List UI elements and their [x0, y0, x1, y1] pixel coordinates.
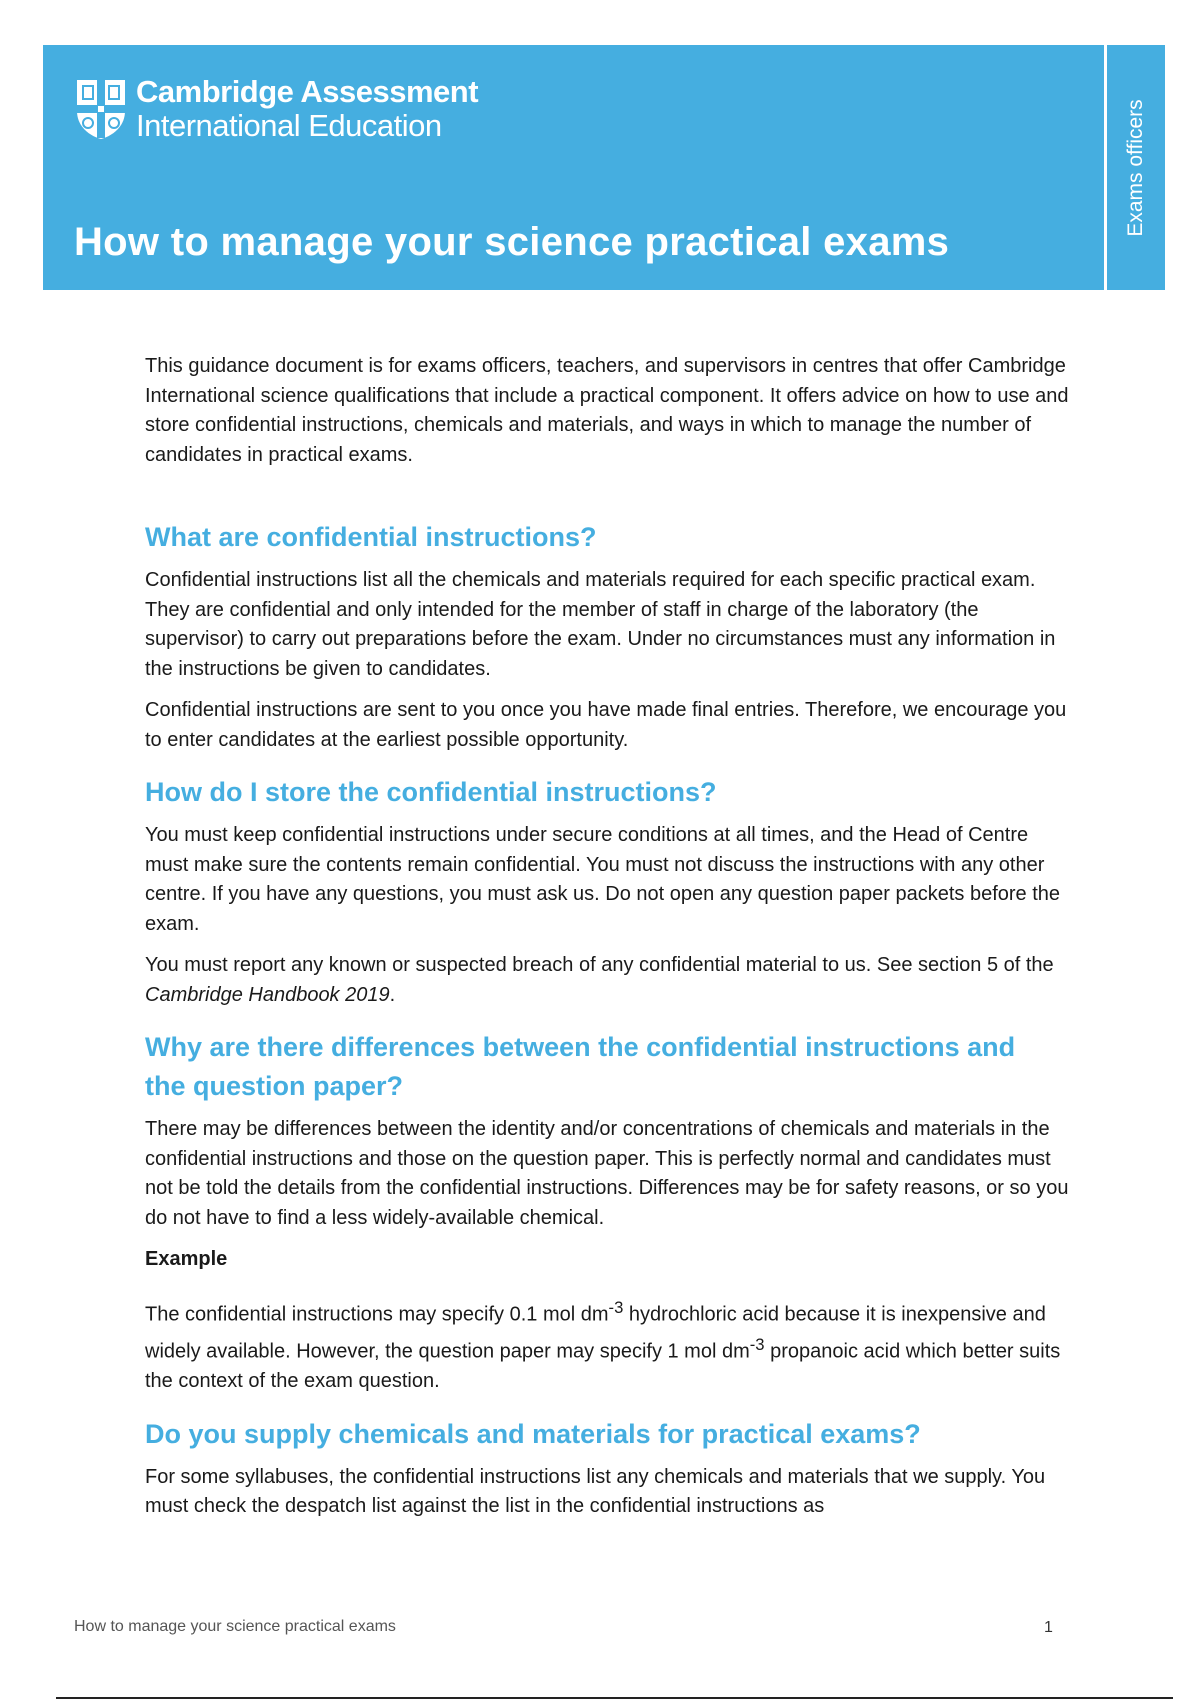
- intro-paragraph: This guidance document is for exams officers, teachers, and supervisors in centres that offer Cambridge International science qualifications that include a practical component. It offers advice on how to use and store confidential instructions, chemicals and materials, and ways in which to manage the number of candidates in practical exams.: [145, 355, 1069, 466]
- section-3-paragraph-1: There may be differences between the identity and/or concentrations of chemicals and materials in the confidential instructions and those on the question paper. This is perfectly normal and candidates must not be told the details from the confidential instructions. Differences may be for safety reasons, or so you do not have to find a less widely-available chemical.: [145, 1118, 1069, 1229]
- bottom-rule: [56, 1697, 1173, 1699]
- example-label: Example: [145, 1248, 228, 1270]
- section-4-paragraph-1: For some syllabuses, the confidential instructions list any chemicals and materials that we supply. You must check the despatch list against the list in the confidential instructions as: [145, 1465, 1046, 1518]
- breach-period: .: [389, 983, 396, 1006]
- example-superscript-2: -3: [749, 1335, 765, 1355]
- example-text-3: propanoic acid which better suits the context of the exam question.: [145, 1340, 1061, 1393]
- footer-title: How to manage your science practical exams: [74, 1618, 396, 1635]
- section-3-heading: Why are there differences between the confidential instructions and the question paper?: [145, 1032, 1016, 1101]
- section-1-paragraph-1: Confidential instructions list all the chemicals and materials required for each specific practical exam. They are confidential and only intended for the member of staff in charge of the laboratory (the supervisor) to carry out preparations before the exam. Under no circumstances must any information in the instructions be given to candidates.: [145, 569, 1056, 680]
- section-2-heading: How do I store the confidential instructions?: [145, 777, 717, 807]
- example-superscript-1: -3: [608, 1298, 624, 1317]
- brand-logo: [74, 75, 478, 143]
- side-tab-label: Exams officers: [1124, 98, 1147, 237]
- page-title: How to manage your science practical exams: [74, 220, 950, 264]
- section-1-paragraph-2: Confidential instructions are sent to you once you have made final entries. Therefore, we encourage you to enter candidates at the earliest possible opportunity.: [145, 699, 1067, 751]
- section-2-paragraph-2: [145, 951, 1075, 1010]
- audience-side-tab: [1107, 45, 1165, 290]
- logo-line-2: International Education: [136, 108, 442, 143]
- main-content: [145, 352, 1075, 1534]
- section-2-paragraph-1: You must keep confidential instructions under secure conditions at all times, and the Head of Centre must make sure the contents remain confidential. You must not discuss the instructions with any other centre. If you have any questions, you must ask us. Do not open any question paper packets before the exam.: [145, 824, 1061, 935]
- cambridge-crest-icon: [74, 77, 128, 141]
- example-text-2: hydrochloric acid because it is inexpensive and widely available. However, the question paper may specify 1 mol dm: [145, 1303, 1046, 1363]
- section-4-heading: Do you supply chemicals and materials for practical exams?: [145, 1418, 921, 1449]
- section-1-heading: What are confidential instructions?: [145, 522, 597, 552]
- example-text-1: The confidential instructions may specify 0.1 mol dm: [145, 1303, 609, 1326]
- logo-line-1: Cambridge Assessment: [136, 74, 479, 109]
- header-banner: [43, 45, 1104, 290]
- handbook-reference: Cambridge Handbook 2019: [145, 983, 390, 1006]
- page-number: 1: [1044, 1619, 1053, 1636]
- example-paragraph: [145, 1293, 1075, 1397]
- breach-text: You must report any known or suspected breach of any confidential material to us. See section 5 of the: [145, 954, 1054, 976]
